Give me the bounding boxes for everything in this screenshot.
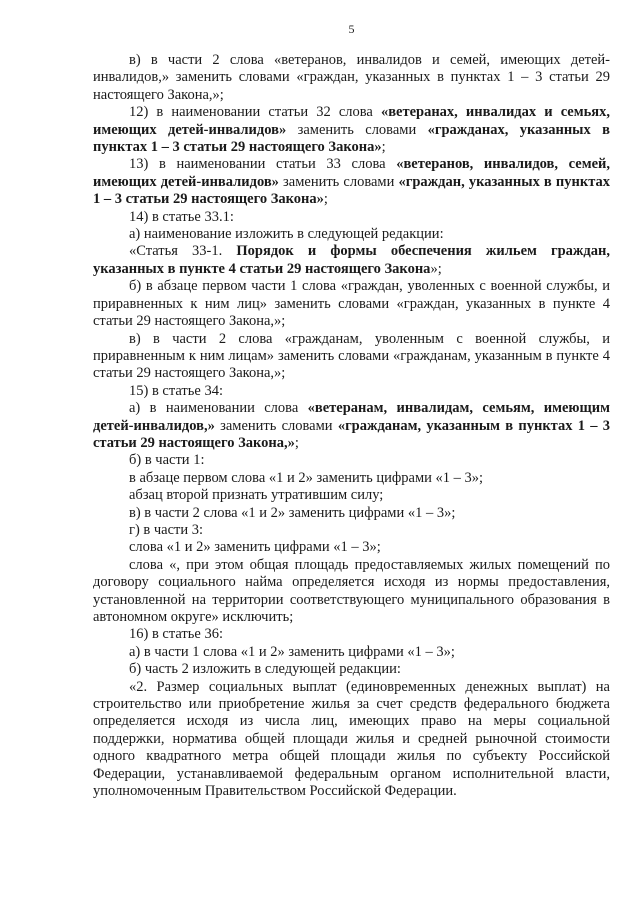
text-run: заменить словами <box>214 417 338 434</box>
paragraph <box>93 679 610 801</box>
paragraph <box>93 104 610 156</box>
paragraph <box>93 539 610 556</box>
text-run: «2. Размер социальных выплат (единовременных денежных выплат) на строительство или приобретение жилья за счет средств федерального бюджета определяется исходя из числа лиц, имеющих право на меры социальной поддержки, норматива общей площади жилья и средней рыночной стоимости одного квадратного метра общей площади жилья по субъекту Российской Федерации, устанавливаемой федеральным органом исполнительной власти, уполномоченным Правительством Российской Федерации. <box>93 678 610 800</box>
text-run: в) в части 2 слова «гражданам, уволенным с военной службы, и приравненным к ним лицам» заменить словами «гражданам, указанным в пункте 4 статьи 29 настоящего Закона,»; <box>93 330 610 382</box>
text-run: 16) в статье 36: <box>129 626 223 643</box>
paragraph <box>93 243 610 278</box>
bold-text: «ветеранов, инвалидов, семей, имеющих детей-инвалидов» <box>93 156 610 190</box>
paragraph <box>93 383 610 400</box>
bold-text: «гражданам, указанным в пунктах 1 – 3 статьи 29 настоящего Закона,» <box>93 417 610 451</box>
document-body <box>93 52 610 800</box>
bold-text: «ветеранах, инвалидах и семьях, имеющих детей-инвалидов» <box>93 104 611 138</box>
paragraph <box>93 226 610 243</box>
bold-text: «граждан, указанных в пунктах 1 – 3 статьи 29 настоящего Закона» <box>93 173 610 208</box>
text-run: 13) в наименовании статьи 33 слова <box>129 156 397 173</box>
text-run: в абзаце первом слова «1 и 2» заменить цифрами «1 – 3»; <box>129 469 484 486</box>
text-run: слова «, при этом общая площадь предоставляемых жилых помещений по договору социального найма определяется исходя из нормы предоставления, установленной на территории соответствующего муниципального образования в автономном округе» исключить; <box>93 556 610 625</box>
text-run: б) часть 2 изложить в следующей редакции: <box>129 661 401 678</box>
text-run: а) наименование изложить в следующей редакции: <box>129 226 444 243</box>
paragraph <box>93 278 610 330</box>
paragraph <box>93 487 610 504</box>
bold-text: Порядок и формы обеспечения жильем граждан, указанных в пункте 4 статьи 29 настоящего Закона <box>93 243 610 277</box>
text-run: 15) в статье 34: <box>129 382 223 399</box>
paragraph <box>93 156 610 208</box>
text-run: слова «1 и 2» заменить цифрами «1 – 3»; <box>129 539 381 556</box>
paragraph <box>93 209 610 226</box>
text-run: 14) в статье 33.1: <box>129 208 234 225</box>
bold-text: «ветеранам, инвалидам, семьям, имеющим детей-инвалидов,» <box>93 400 610 434</box>
text-run: ; <box>294 434 299 451</box>
paragraph <box>93 470 610 487</box>
paragraph <box>93 557 610 627</box>
paragraph <box>93 644 610 661</box>
paragraph <box>93 522 610 539</box>
paragraph <box>93 331 610 383</box>
bold-text: «гражданах, указанных в пунктах 1 – 3 статьи 29 настоящего Закона» <box>93 121 610 156</box>
text-run: г) в части 3: <box>129 521 204 538</box>
paragraph <box>93 626 610 643</box>
page-number: 5 <box>348 22 355 36</box>
paragraph <box>93 505 610 522</box>
text-run: б) в абзаце первом части 1 слова «граждан, уволенных с военной службы, и приравненных к ним лиц» заменить словами «граждан, указанных в пункте 4 статьи 29 настоящего Закона,»; <box>93 278 610 330</box>
text-run: »; <box>430 260 442 277</box>
text-run: заменить словами <box>278 173 399 190</box>
text-run: а) в наименовании слова <box>129 400 308 417</box>
text-run: в) в части 2 слова «1 и 2» заменить цифрами «1 – 3»; <box>129 504 456 521</box>
text-run: б) в части 1: <box>129 452 205 469</box>
text-run: ; <box>381 139 386 156</box>
text-run: абзац второй признать утратившим силу; <box>129 487 384 504</box>
paragraph <box>93 452 610 469</box>
paragraph <box>93 52 610 104</box>
text-run: заменить словами <box>286 121 428 138</box>
text-run: «Статья 33-1. <box>129 243 237 260</box>
text-run: ; <box>323 191 328 208</box>
paragraph <box>93 661 610 678</box>
text-run: 12) в наименовании статьи 32 слова <box>129 104 381 121</box>
text-run: а) в части 1 слова «1 и 2» заменить цифрами «1 – 3»; <box>129 643 455 660</box>
paragraph <box>93 400 610 452</box>
text-run: в) в части 2 слова «ветеранов, инвалидов и семей, имеющих детей-инвалидов,» заменить словами «граждан, указанных в пунктах 1 – 3 статьи 29 настоящего Закона,»; <box>93 52 610 103</box>
